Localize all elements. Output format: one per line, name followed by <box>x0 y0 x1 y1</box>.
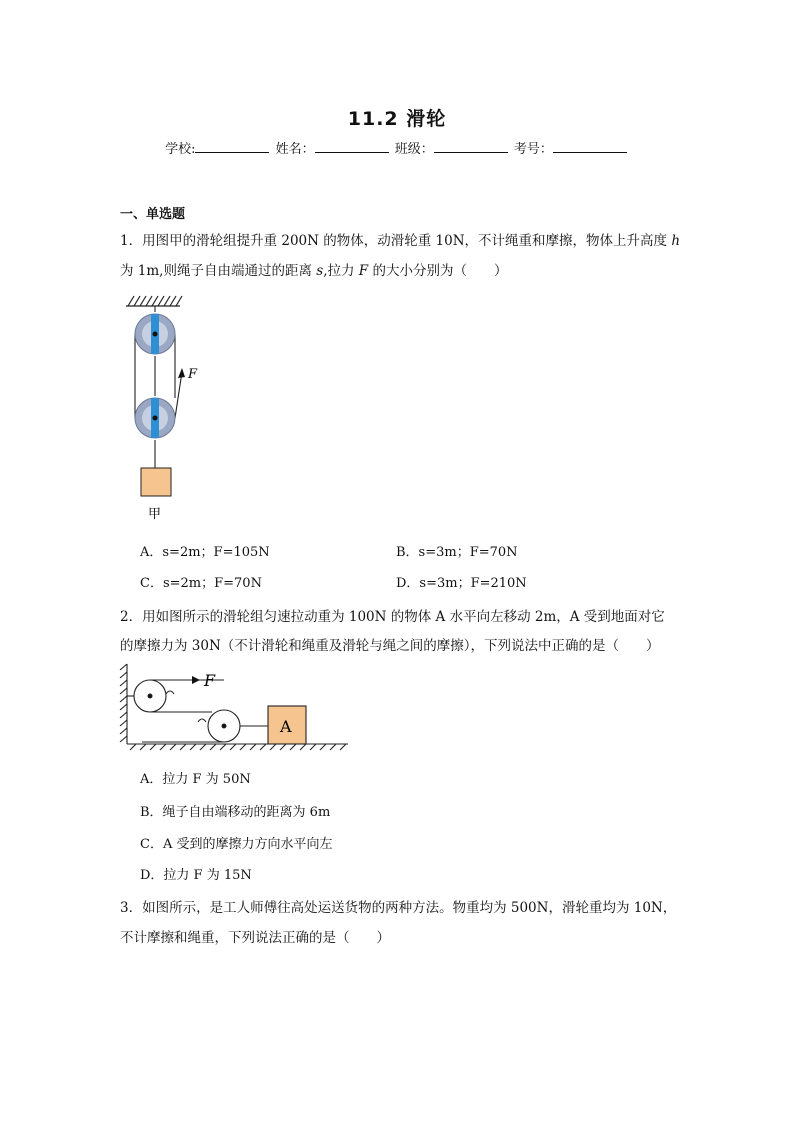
q3-line2: 不计摩擦和绳重，下列说法正确的是（ ） <box>120 930 390 946</box>
q1-option-a[interactable]: A．s=2m；F=105N <box>140 545 270 560</box>
q1-option-d[interactable]: D．s=3m；F=210N <box>396 576 527 591</box>
q2-pulley-figure <box>120 660 352 752</box>
number-blank[interactable] <box>553 140 627 153</box>
q2-line1: 2．用如图所示的滑轮组匀速拉动重为 100N 的物体 A 水平向左移动 2m，A 受到地面对它 <box>120 609 665 625</box>
movable-pulley <box>135 398 175 438</box>
q2-option-d[interactable]: D．拉力 F 为 15N <box>140 868 252 883</box>
class-label: 班级： <box>394 142 434 157</box>
q1-text2c: 的大小分别为（ ） <box>368 263 508 279</box>
q1-line1 <box>120 229 680 249</box>
weight-block <box>141 468 171 496</box>
section-title: 一、单选题 <box>120 207 186 222</box>
q1-text1: 1．用图甲的滑轮组提升重 200N 的物体，动滑轮重 10N，不计绳重和摩擦，物体上升高度 <box>120 233 672 249</box>
force-arrow-head <box>178 368 185 378</box>
q2-option-a[interactable]: A．拉力 F 为 50N <box>140 772 251 787</box>
q1-option-b[interactable]: B．s=3m；F=70N <box>396 545 518 560</box>
q1-var-h: h <box>671 233 681 249</box>
ceiling-hatch <box>126 296 182 306</box>
name-blank[interactable] <box>315 140 389 153</box>
q2-option-c[interactable]: C．A 受到的摩擦力方向水平向左 <box>140 837 333 852</box>
q2-line2: 的摩擦力为 30N（不计滑轮和绳重及滑轮与绳之间的摩擦），下列说法中正确的是（ ） <box>120 638 660 654</box>
q1-force-label: F <box>188 367 198 382</box>
q3-line1: 3．如图所示，是工人师傅往高处运送货物的两种方法。物重均为 500N，滑轮重均为 10N， <box>120 900 677 916</box>
fixed-pulley <box>135 314 175 354</box>
floor-hatch <box>127 744 348 750</box>
q1-var-F: F <box>358 263 369 279</box>
student-info-row <box>0 138 794 157</box>
q2-force-arrow-head <box>192 676 200 684</box>
name-label: 姓名： <box>275 142 315 157</box>
q1-var-s: s <box>316 263 324 279</box>
page-title: 11.2 滑轮 <box>347 108 447 130</box>
wall-hatch <box>120 664 127 744</box>
q1-line2 <box>120 259 507 279</box>
school-label: 学校: <box>165 142 196 157</box>
q1-text2a: 为 1m,则绳子自由端通过的距离 <box>120 263 317 279</box>
q2-option-b[interactable]: B．绳子自由端移动的距离为 6m <box>140 805 331 820</box>
q1-figure-caption: 甲 <box>148 507 162 522</box>
class-blank[interactable] <box>434 140 508 153</box>
q2-force-label: F <box>204 671 216 690</box>
number-label: 考号： <box>513 142 553 157</box>
q2-block-label: A <box>280 717 292 736</box>
q1-option-c[interactable]: C．s=2m；F=70N <box>140 576 262 591</box>
q2-ropes-pulleys <box>127 680 268 742</box>
q1-pulley-figure <box>118 290 208 525</box>
q1-text2b: ,拉力 <box>323 263 359 279</box>
school-blank[interactable] <box>195 140 269 153</box>
